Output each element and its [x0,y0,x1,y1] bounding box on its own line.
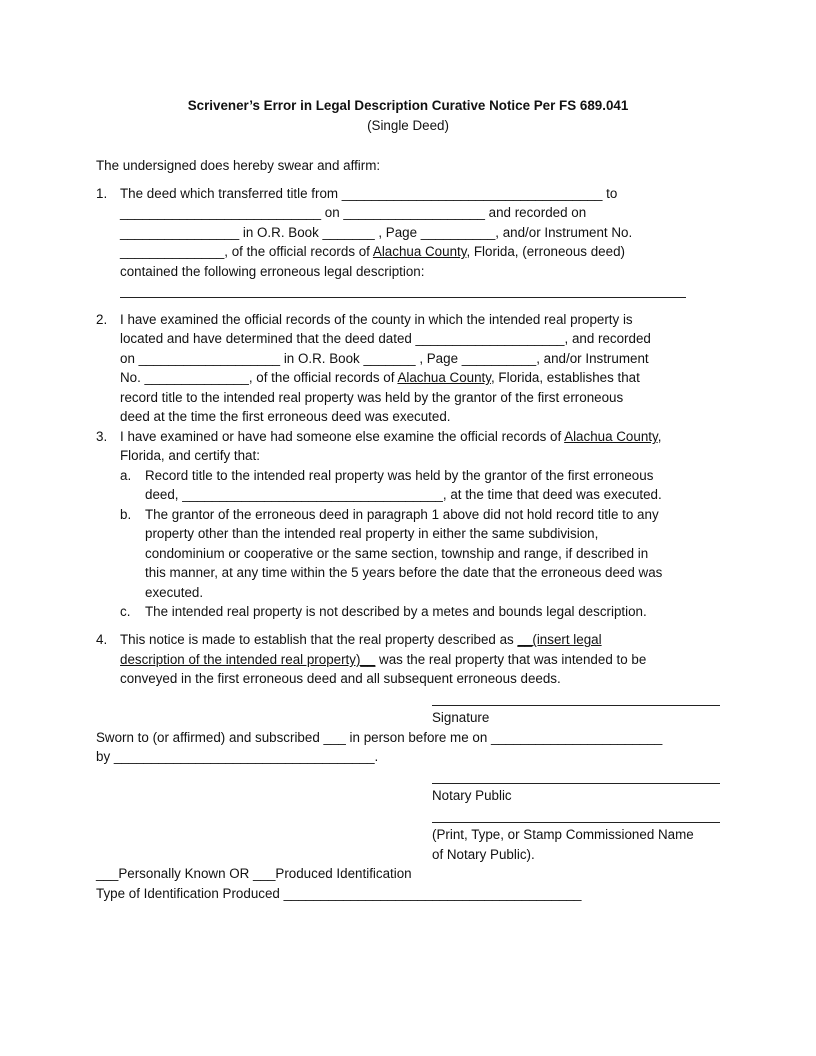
by-line: by ___________________________________. [96,749,379,764]
item-2-line-1: I have examined the official records of the county in which the intended real property is [120,312,633,327]
item-4-line-3: conveyed in the first erroneous deed and all subsequent erroneous deeds. [120,671,561,686]
print-name-line-1: (Print, Type, or Stamp Commissioned Name [432,827,694,842]
item-3-line-2: Florida, and certify that: [120,448,260,463]
legal-description-blank-line [120,297,686,298]
item-3b-line-5: executed. [145,585,204,600]
item-4-line-1a: This notice is made to establish that the real property described as [120,632,518,647]
item-2-line-3: on ___________________ in O.R. Book _______ , Page __________, and/or Instrument [120,351,649,366]
item-3-county: Alachua County [564,429,658,444]
item-3-number: 3. [96,429,108,444]
item-2-county: Alachua County [397,370,491,385]
item-3b-label: b. [120,507,132,522]
item-3c-line-1: The intended real property is not described by a metes and bounds legal description. [145,604,647,619]
item-3c-label: c. [120,604,131,619]
item-2-line-4 [120,369,640,386]
item-3-line-1 [120,428,661,445]
item-2-line-2: located and have determined that the deed dated ____________________, and recorded [120,331,651,346]
item-1-line-5: contained the following erroneous legal description: [120,264,425,279]
document-title: Scrivener’s Error in Legal Description Curative Notice Per FS 689.041 [187,98,629,113]
document-subtitle: (Single Deed) [367,118,449,133]
item-1-line-4a: ______________, of the official records of [120,244,373,259]
item-3b-line-4: this manner, at any time within the 5 years before the date that the erroneous deed was [145,565,663,580]
item-1-line-2: ___________________________ on ___________________ and recorded on [120,205,587,220]
sworn-line: Sworn to (or affirmed) and subscribed ___ in person before me on _______________________ [96,730,663,745]
item-4-line-2b: was the real property that was intended to be [375,652,647,667]
item-1-number: 1. [96,186,108,201]
item-4-line-2 [120,651,646,668]
signature-label: Signature [432,710,490,725]
item-1-line-4 [120,243,625,260]
identification-known-line: ___Personally Known OR ___Produced Identification [96,866,412,881]
print-name-line-2: of Notary Public). [432,847,535,862]
item-3b-line-3: condominium or cooperative or the same section, township and range, if described in [145,546,649,561]
item-3a-label: a. [120,468,132,483]
identification-type-line: Type of Identification Produced ________________________________________ [96,886,582,901]
item-2-line-5: record title to the intended real property was held by the grantor of the first erroneous [120,390,624,405]
item-2-line-6: deed at the time the first erroneous deed was executed. [120,409,451,424]
notary-signature-line [432,783,720,784]
item-3b-line-1: The grantor of the erroneous deed in paragraph 1 above did not hold record title to any [145,507,659,522]
item-2-number: 2. [96,312,108,327]
item-1-county: Alachua County [372,244,467,259]
item-1-line-3: ________________ in O.R. Book _______ , Page __________, and/or Instrument No. [120,225,633,240]
item-1-line-4b: , Florida, (erroneous deed) [466,244,625,259]
notary-public-label: Notary Public [432,788,512,803]
notary-name-line [432,822,720,823]
item-4-line-1 [120,631,602,648]
intro-text: The undersigned does hereby swear and affirm: [96,158,381,173]
item-4-insert-description: description of the intended real property)__ [120,652,376,667]
item-1-line-1: The deed which transferred title from ___________________________________ to [120,186,618,201]
item-3-line-1b: , [657,429,662,444]
item-4-number: 4. [96,632,108,647]
item-3a-line-2: deed, ___________________________________, at the time that deed was executed. [145,487,662,502]
item-3-line-1a: I have examined or have had someone else examine the official records of [120,429,565,444]
item-4-insert-legal: __(insert legal [517,632,602,647]
item-2-line-4b: , Florida, establishes that [490,370,640,385]
item-3b-line-2: property other than the intended real property in either the same subdivision, [145,526,599,541]
item-3a-line-1: Record title to the intended real property was held by the grantor of the first erroneous [145,468,654,483]
signature-line [432,705,720,706]
item-2-line-4a: No. ______________, of the official records of [120,370,398,385]
